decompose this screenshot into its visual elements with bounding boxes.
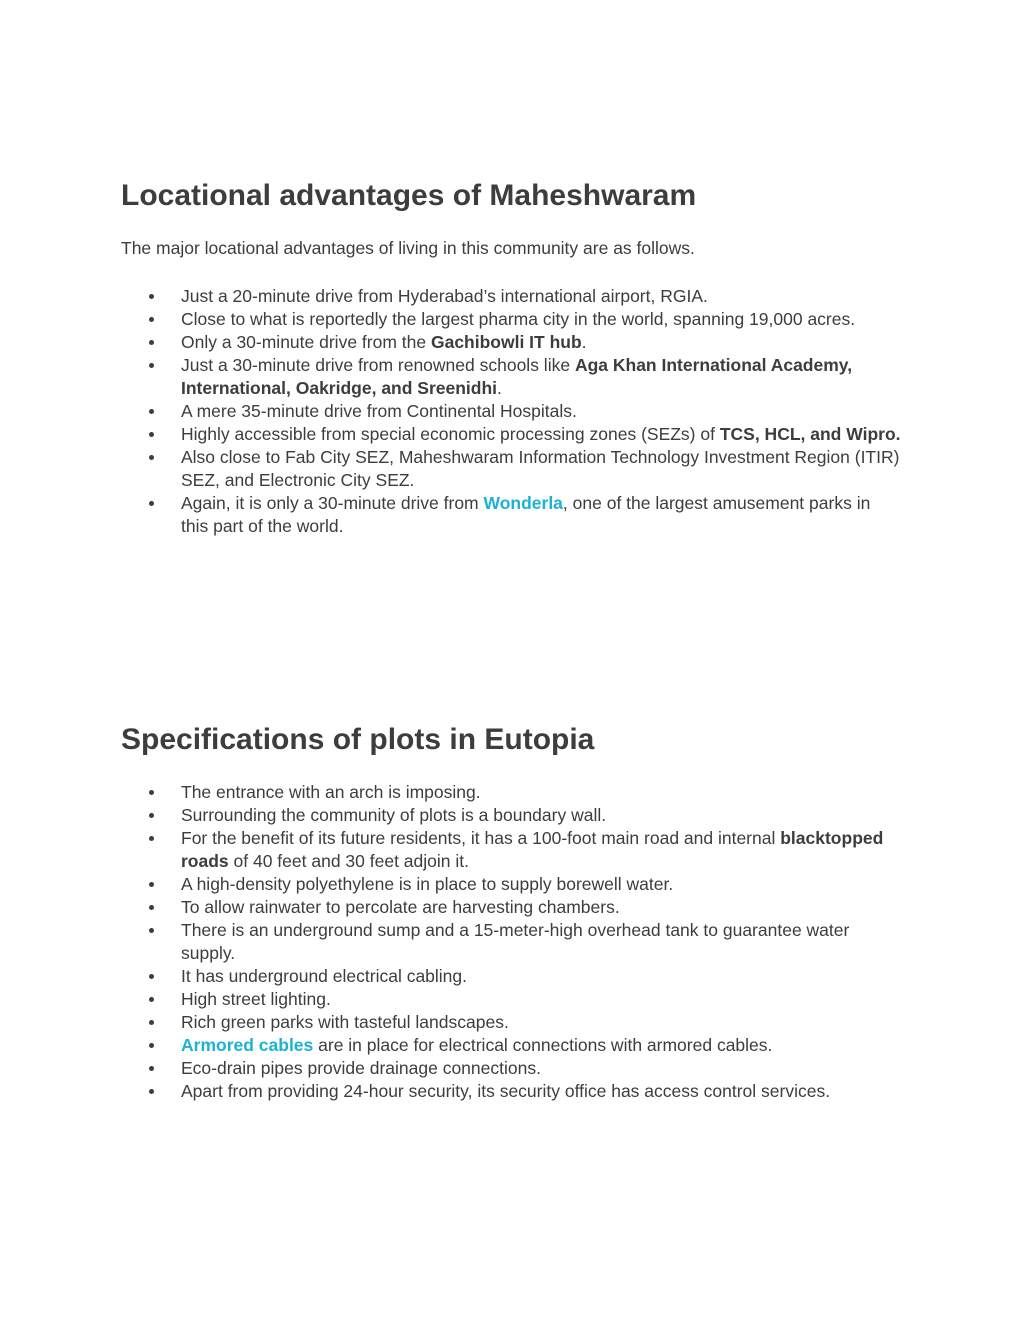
list-item: Eco-drain pipes provide drainage connections. (121, 1057, 901, 1080)
gachibowli-bold: Gachibowli IT hub (430, 332, 582, 352)
list-item: Surrounding the community of plots is a boundary wall. (121, 804, 901, 827)
armored-cables-link[interactable]: Armored cables (181, 1035, 314, 1055)
list-item: To allow rainwater to percolate are harvesting chambers. (121, 896, 901, 919)
schools-bold: Aga Khan International Academy, International, Oakridge, and Sreenidhi (181, 355, 853, 398)
list-item: Also close to Fab City SEZ, Maheshwaram Information Technology Investment Region (ITIR) SEZ, and Electronic City SEZ. (121, 446, 901, 492)
list-item: Just a 20-minute drive from Hyderabad’s international airport, RGIA. (121, 285, 901, 308)
list-item: The entrance with an arch is imposing. (121, 781, 901, 804)
specifications-list (121, 781, 911, 1103)
list-item: Only a 30-minute drive from the Gachibowli IT hub. (121, 331, 901, 354)
list-item: Rich green parks with tasteful landscapes. (121, 1011, 901, 1034)
list-item: High street lighting. (121, 988, 901, 1011)
list-item: There is an underground sump and a 15-meter-high overhead tank to guarantee water supply. (121, 919, 901, 965)
locational-advantages-heading: Locational advantages of Maheshwaram (121, 179, 697, 212)
blacktopped-roads-bold: blacktopped roads (181, 828, 884, 871)
list-item: It has underground electrical cabling. (121, 965, 901, 988)
locational-advantages-intro: The major locational advantages of living in this community are as follows. (121, 238, 695, 258)
list-item: Just a 30-minute drive from renowned schools like Aga Khan International Academy, International, Oakridge, and Sreenidhi. (121, 354, 901, 400)
list-item: For the benefit of its future residents, it has a 100-foot main road and internal blacktopped roads of 40 feet and 30 feet adjoin it. (121, 827, 901, 873)
list-item: A mere 35-minute drive from Continental Hospitals. (121, 400, 901, 423)
list-item: Again, it is only a 30-minute drive from Wonderla, one of the largest amusement parks in this part of the world. (121, 492, 901, 538)
list-item: Armored cables are in place for electrical connections with armored cables. (121, 1034, 901, 1057)
specifications-heading: Specifications of plots in Eutopia (121, 723, 595, 756)
wonderla-link[interactable]: Wonderla (483, 493, 563, 513)
sez-companies-bold: TCS, HCL, and Wipro. (719, 424, 901, 444)
list-item: A high-density polyethylene is in place to supply borewell water. (121, 873, 901, 896)
locational-advantages-list (121, 285, 911, 538)
list-item: Close to what is reportedly the largest pharma city in the world, spanning 19,000 acres. (121, 308, 901, 331)
list-item: Apart from providing 24-hour security, its security office has access control services. (121, 1080, 901, 1103)
list-item: Highly accessible from special economic processing zones (SEZs) of TCS, HCL, and Wipro. (121, 423, 901, 446)
